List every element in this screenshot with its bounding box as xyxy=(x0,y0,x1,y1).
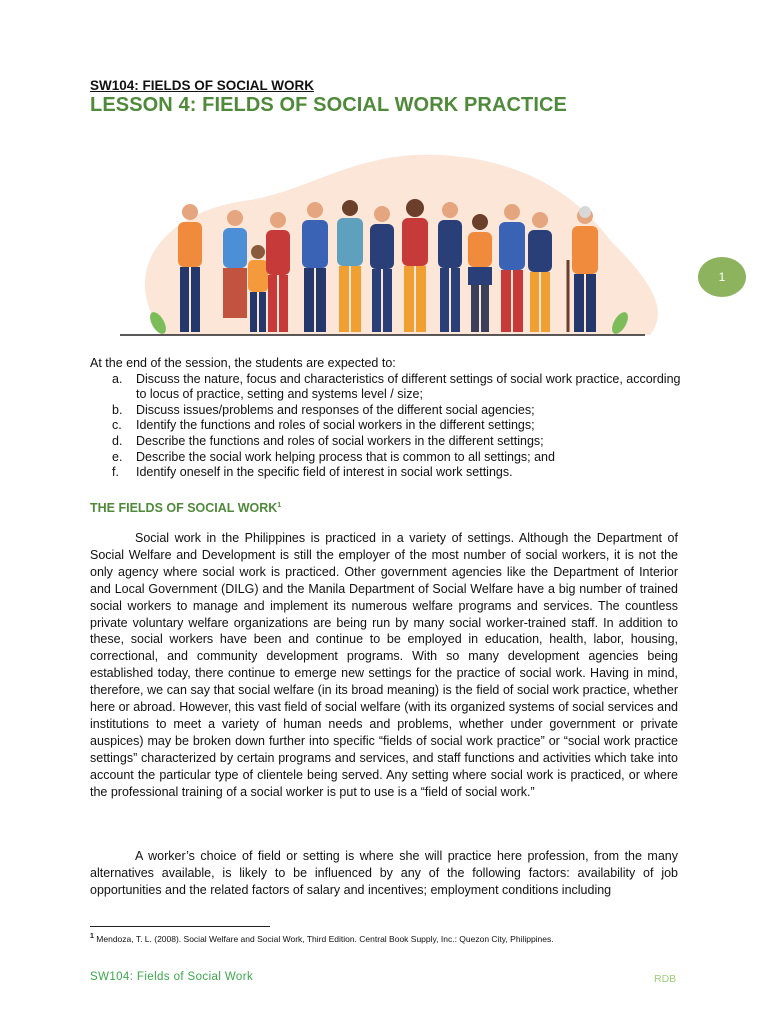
footer-author-initials: RDB xyxy=(654,973,677,985)
body-paragraph xyxy=(90,848,678,899)
paragraph-text: A worker’s choice of field or setting is where she will practice here profession, from the many alternatives available, is likely to be influenced by any of the following factors: availability of job opportunities and the related factors of salary and incentives; employment conditions including xyxy=(90,849,678,897)
list-item xyxy=(90,372,690,403)
list-marker: b. xyxy=(112,402,123,417)
course-title: SW104: FIELDS OF SOCIAL WORK xyxy=(90,78,315,93)
list-marker: a. xyxy=(112,371,123,386)
list-item-text: Discuss issues/problems and responses of the different social agencies; xyxy=(136,402,535,417)
footnote-text: Mendoza, T. L. (2008). Social Welfare and Social Work, Third Edition. Central Book Supply, Inc.: Quezon City, Philippines. xyxy=(96,933,554,944)
list-marker: e. xyxy=(112,449,123,464)
list-item xyxy=(90,418,690,434)
list-item xyxy=(90,403,690,419)
list-item-text: Identify the functions and roles of social workers in the different settings; xyxy=(136,418,535,433)
paragraph-text: Social work in the Philippines is practiced in a variety of settings. Although the Department of Social Welfare and Development is still the employer of the most number of social workers, it is not the only agency where social work is practiced. Other government agencies like the Department of Interior and Local Government (DILG) and the Manila Department of Social Welfare have a big number of trained social workers to manage and implement its numerous welfare programs and services. The countless private voluntary welfare organizations are being run by many social worker-trained staff. In addition to these, social workers have been and continue to be employed in education, health, labor, housing, correctional, and community development programs. With so many development agencies being established today, there continue to emerge new settings for the practice of social work. Having in mind, therefore, we can say that social welfare (in its broad meaning) is the field of social work practice, whether here or abroad. However, this vast field of social welfare (with its organized systems of social services and institutions to meet a variety of human needs and problems, whether under government or private auspices) may be broken down further into specific “fields of social work practice” or “social work practice settings” characterized by certain programs and services, and staff functions and activities which take into account the particular type of clientele being served. Any setting where social work is practiced, or where the professional training of a social worker is put to use is a “field of social work.” xyxy=(90,531,678,799)
section-heading xyxy=(90,501,281,515)
list-item-text: Describe the functions and roles of social workers in the different settings; xyxy=(136,433,544,448)
list-item-text: Discuss the nature, focus and characteristics of different settings of social work practice, according to locus of practice, setting and systems level / size; xyxy=(136,371,681,402)
people-group xyxy=(178,199,598,332)
list-marker: d. xyxy=(112,433,123,448)
list-item-text: Describe the social work helping process that is common to all settings; and xyxy=(136,449,555,464)
list-item xyxy=(90,434,690,450)
footnote xyxy=(90,933,554,944)
lesson-title: LESSON 4: FIELDS OF SOCIAL WORK PRACTICE xyxy=(90,94,567,116)
page-number-badge: 1 xyxy=(698,257,746,297)
footnote-reference[interactable]: 1 xyxy=(277,501,282,509)
section-heading-text: THE FIELDS OF SOCIAL WORK xyxy=(90,501,278,515)
list-item xyxy=(90,450,690,466)
group-people-illustration xyxy=(110,140,680,340)
list-marker: f. xyxy=(112,465,119,480)
body-paragraph xyxy=(90,530,678,801)
objectives-lead: At the end of the session, the students are expected to: xyxy=(90,356,396,370)
list-item xyxy=(90,465,690,481)
objectives-list xyxy=(90,372,690,481)
footer-course-name: SW104: Fields of Social Work xyxy=(90,971,254,983)
footnote-divider xyxy=(90,926,270,927)
list-marker: c. xyxy=(112,418,122,433)
list-item-text: Identify oneself in the specific field of interest in social work settings. xyxy=(136,465,513,480)
footnote-number: 1 xyxy=(90,933,94,940)
learning-objectives xyxy=(90,356,690,481)
